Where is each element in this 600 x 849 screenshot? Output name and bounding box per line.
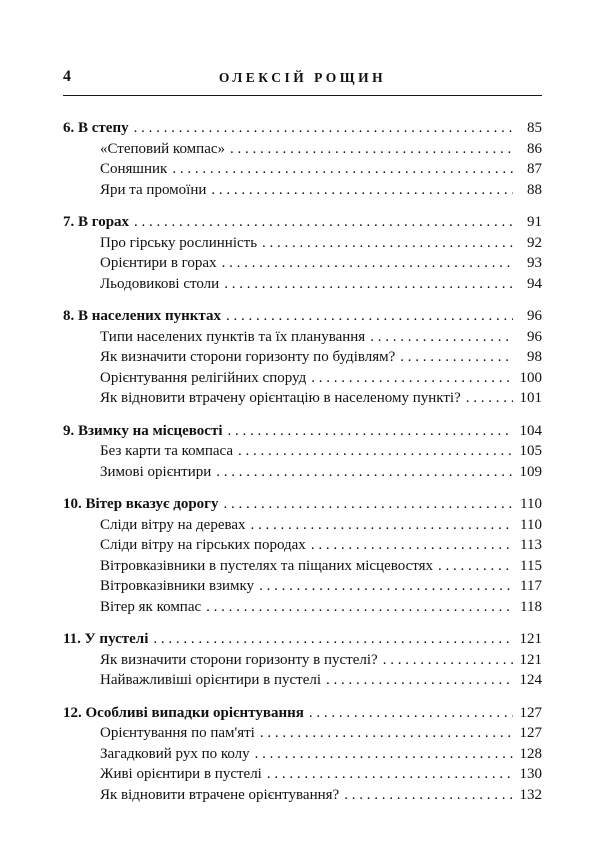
toc-entry-label: Як визначити сторони горизонту в пустелі? <box>100 651 378 668</box>
toc-page-number: 117 <box>520 578 542 594</box>
dotted-leader <box>466 388 513 409</box>
dotted-leader <box>228 421 514 442</box>
toc-page-number: 118 <box>520 598 542 615</box>
toc-entry-label: Як відновити втрачене орієнтування? <box>100 786 340 803</box>
toc-entry-label: Без карти та компаса <box>100 443 234 459</box>
toc-page-number: 96 <box>527 308 542 324</box>
toc-entry-label: Вітровказівники взимку <box>100 578 255 594</box>
toc-page-number: 127 <box>519 704 542 721</box>
dotted-leader <box>134 118 513 139</box>
toc-entry-label: Зимові орієнтири <box>100 463 212 480</box>
running-head <box>63 68 542 90</box>
toc-page-number: 100 <box>519 369 542 386</box>
toc-page-number: 91 <box>527 214 542 230</box>
toc-section-row <box>63 388 542 409</box>
toc-page-number: 93 <box>527 255 542 271</box>
dotted-leader <box>224 274 513 295</box>
dotted-leader <box>383 650 513 671</box>
toc-chapter-row <box>63 629 542 650</box>
toc-entry-label: Соняшник <box>100 161 168 177</box>
toc-entry-label: Вітер як компас <box>100 598 202 615</box>
toc-chapter-row <box>63 703 542 724</box>
toc-page-number: 109 <box>519 463 542 480</box>
toc-entry-label: Сліди вітру на гірських породах <box>100 537 306 553</box>
toc-section-row <box>63 535 542 556</box>
dotted-leader <box>216 462 513 483</box>
dotted-leader <box>255 744 513 765</box>
dotted-leader <box>344 785 513 806</box>
toc-chapter-row <box>63 306 542 327</box>
toc-entry-label: Орієнтування релігійних споруд <box>100 369 307 386</box>
toc-entry-label: Льодовикові столи <box>100 275 220 292</box>
toc-page-number: 132 <box>519 786 542 803</box>
toc-page-number: 86 <box>527 140 542 157</box>
toc-section-row <box>63 441 542 462</box>
toc-chapter-row <box>63 494 542 515</box>
toc-list <box>63 118 542 805</box>
dotted-leader <box>259 576 513 597</box>
toc-section-row <box>63 233 542 254</box>
toc-entry-label: Найважливіші орієнтири в пустелі <box>100 672 322 688</box>
dotted-leader <box>251 515 513 536</box>
dotted-leader <box>226 306 513 327</box>
toc-section-row <box>63 576 542 597</box>
toc-entry-label: 9. Взимку на місцевості <box>63 422 223 439</box>
toc-page-number: 115 <box>520 557 542 574</box>
toc-entry-label: Яри та промоїни <box>100 181 207 198</box>
dotted-leader <box>370 327 513 348</box>
toc-entry-label: 11. У пустелі <box>63 631 149 647</box>
toc-page-number: 121 <box>519 631 542 647</box>
toc-page-number: 104 <box>519 422 542 439</box>
dotted-leader <box>134 212 513 233</box>
toc-entry-label: Типи населених пунктів та їх планування <box>100 328 366 345</box>
toc-entry-label: 8. В населених пунктах <box>63 308 221 324</box>
dotted-leader <box>206 597 513 618</box>
dotted-leader <box>153 629 513 650</box>
toc-page-number: 127 <box>519 725 542 741</box>
dotted-leader <box>311 368 513 389</box>
dotted-leader <box>238 441 513 462</box>
toc-page-number: 110 <box>520 496 542 512</box>
toc-section-row <box>63 556 542 577</box>
dotted-leader <box>222 253 513 274</box>
toc-section-row <box>63 253 542 274</box>
toc-page-number: 110 <box>520 516 542 533</box>
toc-page-number: 92 <box>527 234 542 251</box>
toc-chapter-row <box>63 421 542 442</box>
toc-entry-label: Орієнтування по пам'яті <box>100 725 255 741</box>
dotted-leader <box>230 139 513 160</box>
dotted-leader <box>400 347 513 368</box>
toc-section-row <box>63 274 542 295</box>
toc-section-row <box>63 327 542 348</box>
toc-section-row <box>63 462 542 483</box>
toc-entry-label: Про гірську рослинність <box>100 234 258 251</box>
toc-page-number: 128 <box>519 745 542 762</box>
toc-chapter-row <box>63 212 542 233</box>
folio-page-number: 4 <box>63 68 71 85</box>
toc-section-row <box>63 744 542 765</box>
toc-entry-label: Як відновити втрачену орієнтацію в населеному пункті? <box>100 390 461 406</box>
toc-entry-label: Загадковий рух по колу <box>100 745 250 762</box>
toc-section-row <box>63 785 542 806</box>
toc-entry-label: 7. В горах <box>63 214 130 230</box>
toc-section-row <box>63 159 542 180</box>
toc-section-row <box>63 368 542 389</box>
dotted-leader <box>211 180 513 201</box>
toc-section-row <box>63 597 542 618</box>
toc-page-number: 96 <box>527 328 542 345</box>
toc-section-row <box>63 347 542 368</box>
toc-entry-label: 6. В степу <box>63 120 129 136</box>
toc-entry-label: «Степовий компас» <box>100 140 226 157</box>
toc-entry-label: 12. Особливі випадки орієнтування <box>63 704 304 721</box>
toc-section-row <box>63 650 542 671</box>
dotted-leader <box>224 494 514 515</box>
toc-page-number: 130 <box>519 766 542 782</box>
dotted-leader <box>438 556 513 577</box>
header-rule <box>63 95 542 96</box>
toc-chapter-row <box>63 118 542 139</box>
toc-page-number: 98 <box>527 349 542 365</box>
dotted-leader <box>172 159 513 180</box>
toc-section-row <box>63 515 542 536</box>
toc-entry-label: Вітровказівники в пустелях та піщаних місцевостях <box>100 557 433 574</box>
toc-page-number: 113 <box>520 537 542 553</box>
toc-page-number: 121 <box>519 651 542 668</box>
toc-page-number: 105 <box>519 443 542 459</box>
dotted-leader <box>309 703 513 724</box>
dotted-leader <box>262 233 513 254</box>
running-title-author: ОЛЕКСІЙ РОЩИН <box>218 70 387 85</box>
toc-section-row <box>63 139 542 160</box>
toc-entry-label: Як визначити сторони горизонту по будівлям? <box>100 349 396 365</box>
toc-page-number: 101 <box>519 390 542 406</box>
toc-entry-label: Живі орієнтири в пустелі <box>100 766 262 782</box>
toc-entry-label: 10. Вітер вказує дорогу <box>63 496 219 512</box>
dotted-leader <box>267 764 513 785</box>
toc-section-row <box>63 723 542 744</box>
toc-entry-label: Сліди вітру на деревах <box>100 516 246 533</box>
toc-entry-label: Орієнтири в горах <box>100 255 217 271</box>
dotted-leader <box>260 723 513 744</box>
toc-page-number: 94 <box>527 275 542 292</box>
toc-section-row <box>63 180 542 201</box>
toc-page-number: 85 <box>527 120 542 136</box>
toc-page-number: 88 <box>527 181 542 198</box>
toc-page-number: 87 <box>527 161 542 177</box>
toc-page-number: 124 <box>519 672 542 688</box>
dotted-leader <box>311 535 513 556</box>
dotted-leader <box>326 670 513 691</box>
toc-section-row <box>63 764 542 785</box>
toc-section-row <box>63 670 542 691</box>
